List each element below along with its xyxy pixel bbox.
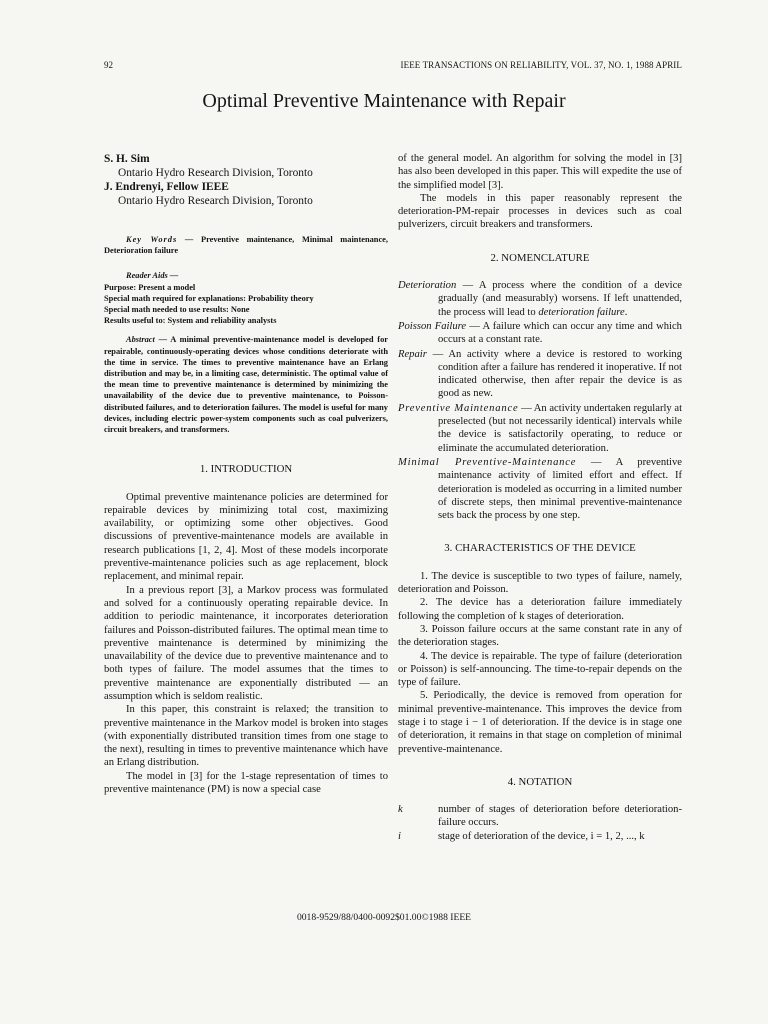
nomenclature-term: Repair [398, 348, 427, 360]
notation-definition: number of stages of deterioration before deterioration-failure occurs. [438, 804, 682, 829]
nomenclature-definition: — A failure which can occur any time and which occurs at a constant rate. [438, 320, 682, 346]
notation-symbol: k [398, 804, 403, 816]
nomenclature-term: Deterioration [398, 280, 457, 292]
reader-aids-line: Special math required for explanations: Probability theory [104, 293, 314, 303]
intro-paragraph: In a previous report [3], a Markov process was formulated and solved for a continuously operating repairable device. In addition to periodic maintenance, it incorporates deterioration failures and Poisson-distributed failures. The optimal mean time to preventive maintenance is determined by minimizing the unavailability of the device due to preventive maintenance and to both types of failure. The model assumes that the times to preventive maintenance are exponentially distributed — an assumption which is seldom realistic. [104, 584, 388, 702]
section-heading-notation: 4. NOTATION [507, 775, 573, 788]
reader-aids [104, 270, 388, 326]
nomenclature-definition: — An activity where a device is restored to working condition after a failure has rendered it inoperative. If not indicated otherwise, then after repair the device is as good as new. [426, 348, 682, 400]
reader-aids-line: Results useful to: System and reliability analysts [104, 316, 277, 326]
intro-paragraph: Optimal preventive maintenance policies are determined for repairable devices by minimizing total cost, maximizing availability, or optimizing some other objectives. Good discussions of preventive-maintenance models are available in research publications [1, 2, 4]. Most of these models incorporate preventive-maintenance policies such as age replacement, block replacement, and minimal repair. [104, 491, 388, 583]
nomenclature-term: Minimal Preventive-Maintenance [398, 456, 577, 468]
nomenclature-definition: — An activity undertaken regularly at preselected (but not necessarily identical) intervals while the device is satisfactorily operating, to reduce or eliminate the accumulated deterioration. [438, 402, 683, 454]
nomenclature-definition: — A process where the condition of a device gradually (and measurably) worsens. If left unattended, the process will lead to [438, 280, 682, 318]
paper-title: Optimal Preventive Maintenance with Repair [202, 90, 566, 112]
key-words-text: — Preventive maintenance, Minimal maintenance, Deterioration failure [104, 235, 388, 256]
reader-aids-line: Purpose: Present a model [104, 282, 196, 292]
nomenclature-entry [398, 320, 682, 347]
characteristic-item: 2. The device has a deterioration failure immediately following the completion of k stages of deterioration. [398, 597, 682, 622]
running-head [104, 60, 682, 72]
characteristic-item: 3. Poisson failure occurs at the same constant rate in any of the deterioration stages. [398, 623, 682, 649]
author-block [104, 152, 388, 208]
nomenclature-entry [398, 456, 682, 522]
intro-paragraph: The model in [3] for the 1-stage representation of times to preventive maintenance (PM) is now a special case [104, 770, 388, 796]
left-column [104, 152, 388, 796]
models-paragraph: The models in this paper reasonably represent the deterioration-PM-repair processes in devices such as coal pulverizers, circuit breakers and transformers. [398, 192, 682, 231]
section-heading-characteristics: 3. CHARACTERISTICS OF THE DEVICE [444, 542, 636, 555]
abstract-label: Abstract [126, 335, 155, 345]
author-name: S. H. Sim [104, 153, 150, 165]
nomenclature-definition-tail: . [624, 306, 628, 318]
characteristic-item: 1. The device is susceptible to two types of failure, namely, deterioration and Poisson. [398, 570, 682, 596]
page-number: 92 [104, 60, 113, 70]
notation-definition: stage of deterioration of the device, i = 1, 2, ..., k [438, 830, 645, 842]
key-words-label: Key Words [126, 235, 178, 244]
notation-row [398, 803, 682, 830]
intro-paragraph: In this paper, this constraint is relaxed; the transition to preventive maintenance in the Markov model is broken into stages (with exponentially distributed transition times from one stage to the next), resulting in times to preventive maintenance which have an Erlang distribution. [104, 704, 388, 769]
continued-paragraph: of the general model. An algorithm for solving the model in [3] has also been developed in this paper. This will expedite the use of the simplified model [3]. [398, 153, 682, 191]
nomenclature-entry [398, 348, 682, 401]
nomenclature-term: Preventive Maintenance [398, 402, 519, 414]
author-affiliation: Ontario Hydro Research Division, Toronto [118, 167, 313, 179]
right-column [398, 152, 682, 843]
journal-citation: IEEE TRANSACTIONS ON RELIABILITY, VOL. 37, NO. 1, 1988 APRIL [400, 60, 682, 70]
nomenclature-entry [398, 279, 682, 319]
nomenclature-entry [398, 402, 682, 455]
nomenclature-definition: — A preventive maintenance activity of limited effort and effect. If deterioration is modeled as occurring in a limited number of discrete steps, then minimal preventive-maintenance sets back the process by one step. [438, 456, 682, 522]
abstract [104, 334, 388, 435]
abstract-text: — A minimal preventive-maintenance model is developed for repairable, continuously-operating devices whose conditions deteriorate with the time in service. The times to preventive maintenance have an Erlang distribution and may be, in a limiting case, deterministic. The optimal value of the mean time to preventive maintenance is determined by minimizing the unavailability of the device due to preventive maintenance, to Poisson-distributed failures, and to deterioration failures. The model is useful for many devices, including electric power-system components such as coal pulverizers, circuit breakers, and transformers. [104, 335, 388, 435]
copyright-footer: 0018-9529/88/0400-0092$01.00©1988 IEEE [296, 912, 472, 923]
author-name: J. Endrenyi, Fellow IEEE [104, 181, 229, 193]
key-words [104, 234, 388, 256]
section-heading-introduction: 1. INTRODUCTION [199, 463, 293, 476]
reader-aids-line: Special math needed to use results: None [104, 305, 250, 315]
nomenclature-term: Poisson Failure [398, 320, 467, 332]
author-affiliation: Ontario Hydro Research Division, Toronto [118, 195, 313, 207]
characteristic-item: 4. The device is repairable. The type of failure (deterioration or Poisson) is self-announcing. The time-to-repair depends on the type of failure. [398, 650, 682, 689]
section-heading-nomenclature: 2. NOMENCLATURE [490, 251, 590, 264]
notation-symbol: i [398, 830, 401, 842]
nomenclature-definition-italic: deterioration failure [538, 306, 625, 318]
reader-aids-label: Reader Aids — [126, 271, 179, 281]
notation-row [398, 830, 682, 843]
characteristic-item: 5. Periodically, the device is removed from operation for minimal preventive-maintenance. This improves the device from stage i to stage i − 1 of deterioration. If the device is in stage one of deterioration, it remains in that stage on completion of minimal preventive-maintenance. [398, 690, 682, 755]
